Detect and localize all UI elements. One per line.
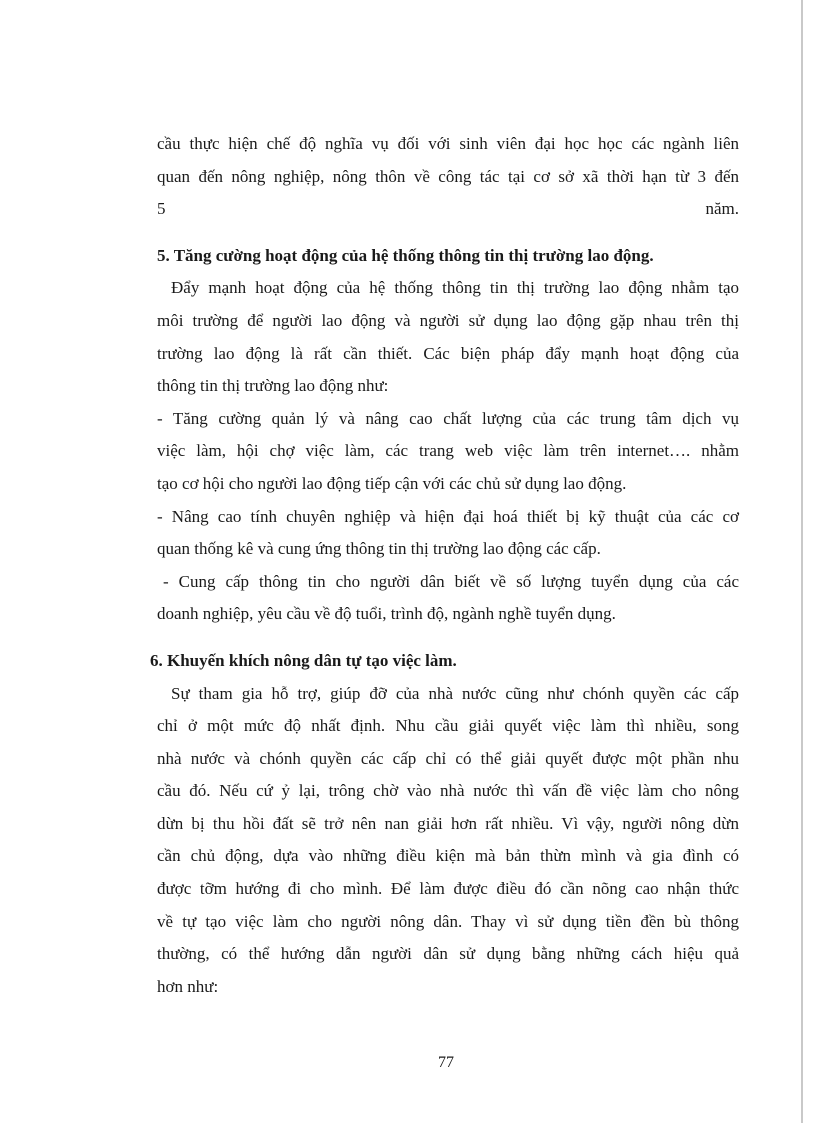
text-line: quan thống kê và cung ứng thông tin thị trường lao động các cấp.: [157, 539, 601, 559]
bullet-line: - Cung cấp thông tin cho người dân biết về số lượng tuyển dụng của các: [163, 571, 739, 591]
text-line: hơn như:: [157, 976, 219, 996]
text-line: được tỡm hướng đi cho mình. Để làm được điều đó cần nõng cao nhận thức: [157, 879, 739, 899]
text-line: về tự tạo việc làm cho người nông dân. Thay vì sử dụng tiền đền bù thông: [157, 911, 739, 931]
text-line: doanh nghiệp, yêu cầu về độ tuổi, trình độ, ngành nghề tuyển dụng.: [157, 604, 616, 624]
page-number: 77: [438, 1054, 454, 1071]
document-body: [150, 128, 739, 1003]
text-line: cầu đó. Nếu cứ ỷ lại, trông chờ vào nhà nước thì vấn đề việc làm cho nông: [157, 781, 739, 801]
bullet-line: - Nâng cao tính chuyên nghiệp và hiện đại hoá thiết bị kỹ thuật của các cơ: [157, 506, 739, 526]
text-line: nhà nước và chónh quyền các cấp chỉ có thể giải quyết được một phần nhu: [157, 748, 739, 768]
text-line: thông tin thị trường lao động như:: [157, 376, 389, 396]
text-line: thường, có thể hướng dẫn người dân sử dụng bằng những cách hiệu quả: [157, 944, 739, 964]
text-line: chỉ ở một mức độ nhất định. Nhu cầu giải quyết việc làm thì nhiều, song: [157, 716, 739, 736]
text-line: trường lao động là rất cần thiết. Các biện pháp đẩy mạnh hoạt động của: [157, 343, 739, 363]
text-line: Đẩy mạnh hoạt động của hệ thống thông tin thị trường lao động nhằm tạo: [171, 278, 739, 298]
text-line: quan đến nông nghiệp, nông thôn về công tác tại cơ sở xã thời hạn từ 3 đến: [157, 166, 739, 186]
bullet-line: - Tăng cường quản lý và nâng cao chất lượng của các trung tâm dịch vụ: [157, 408, 739, 428]
text-line: môi trường để người lao động và người sử dụng lao động gặp nhau trên thị: [157, 310, 739, 330]
section-6: [150, 645, 739, 1004]
split-left-text: 5: [157, 199, 166, 219]
text-line: việc làm, hội chợ việc làm, các trang web việc làm trên internet…. nhằm: [157, 441, 739, 461]
text-line: dừn bị thu hồi đất sẽ trở nên nan giải hơn rất nhiều. Vì vậy, người nông dừn: [157, 813, 739, 833]
section-heading: 6. Khuyến khích nông dân tự tạo việc làm.: [150, 650, 457, 670]
text-line: cần chủ động, dựa vào những điều kiện mà bản thừn mình và gia đình có: [157, 846, 739, 866]
text-line: tạo cơ hội cho người lao động tiếp cận với các chủ sử dụng lao động.: [157, 473, 627, 493]
text-line: cầu thực hiện chế độ nghĩa vụ đối với sinh viên đại học học các ngành liên: [157, 134, 739, 153]
page-edge-line: [801, 0, 803, 1123]
split-right-text: năm.: [705, 199, 739, 219]
text-line-split: [157, 193, 739, 226]
text-line: Sự tham gia hỗ trợ, giúp đỡ của nhà nước cũng như chónh quyền các cấp: [171, 683, 739, 703]
section-5: [157, 240, 739, 631]
section-heading: 5. Tăng cường hoạt động của hệ thống thông tin thị trường lao động.: [157, 245, 654, 265]
intro-paragraph: [157, 128, 739, 226]
